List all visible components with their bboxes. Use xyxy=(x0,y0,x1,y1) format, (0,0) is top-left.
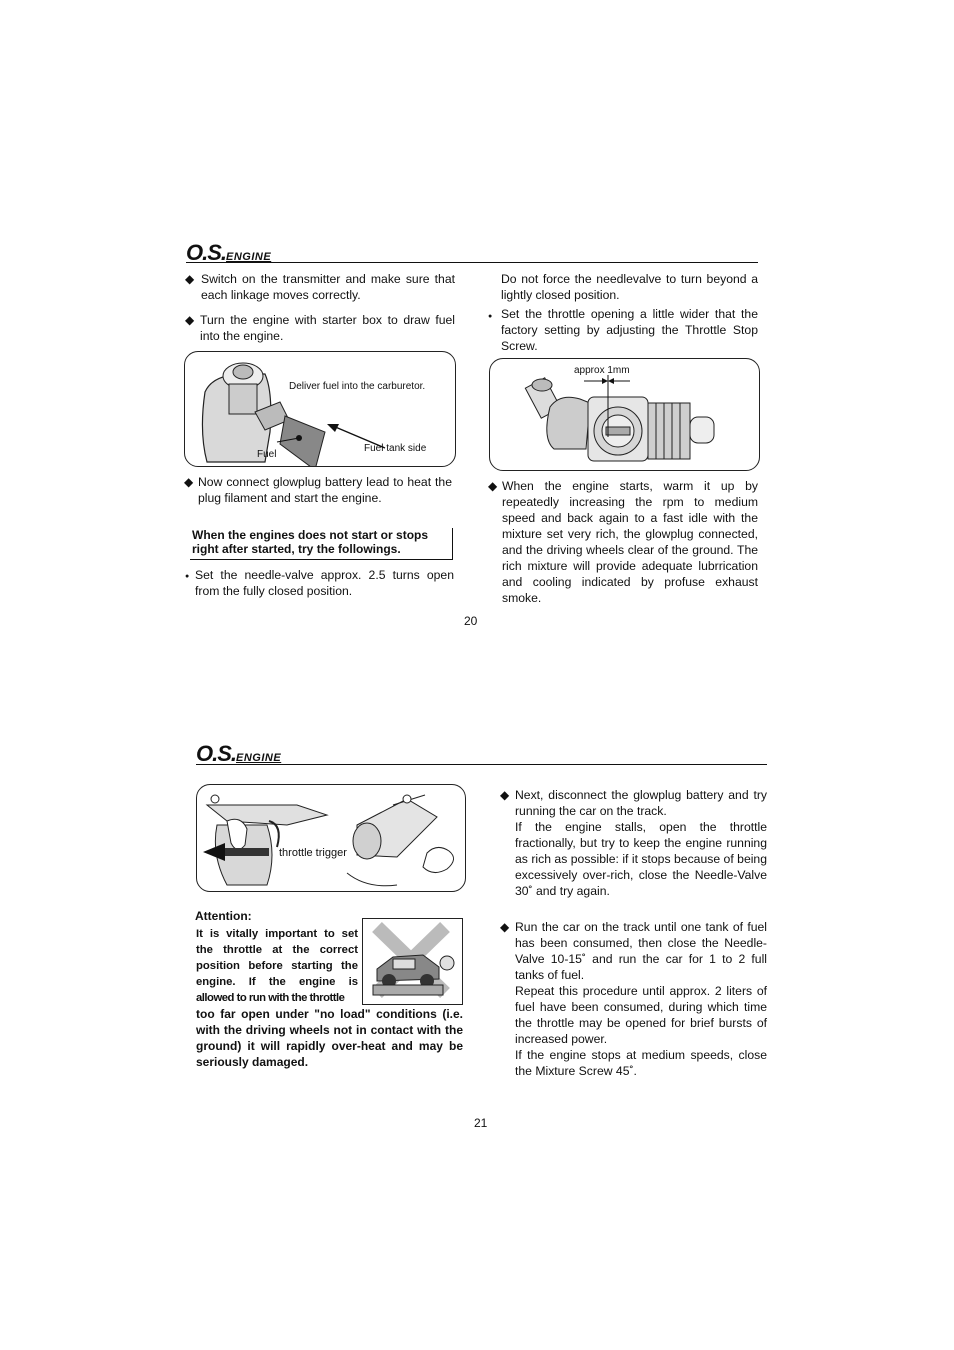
diamond-bullet-icon: ◆ xyxy=(185,313,195,327)
dot-bullet-icon: ● xyxy=(488,313,493,320)
attention-title: Attention: xyxy=(195,909,252,923)
header-rule xyxy=(196,764,767,765)
label-approx-1mm: approx 1mm xyxy=(574,365,630,376)
label-fuel: Fuel xyxy=(257,449,277,460)
no-load-warning-image xyxy=(362,918,463,1005)
diamond-bullet-icon: ◆ xyxy=(488,479,498,493)
instruction-run-car: Run the car on the track until one tank of fuel has been consumed, then close the Needle-Valve 10-15˚ and run the car for 1 to 2 full tanks of fuel. xyxy=(515,920,767,982)
diamond-bullet-icon: ◆ xyxy=(184,475,194,489)
label-deliver-fuel: Deliver fuel into the carburetor. xyxy=(289,381,426,392)
troubleshooting-heading: When the engines does not start or stops right after started, try the followings. xyxy=(192,528,429,556)
troubleshooting-box xyxy=(190,528,453,560)
instruction-throttle-stop: Set the throttle opening a little wider that the factory setting by adjusting the Throttle Stop Screw. xyxy=(501,307,758,353)
os-engine-logo: O.S.ENGINE xyxy=(196,741,282,766)
instruction-engine-stalls: If the engine stalls, open the throttle fractionally, but try to keep the engine running as rich as possible: if it stops because of being excessively over-rich, close the Needle-Valve 30˚ and try again. xyxy=(515,820,767,898)
instruction-repeat-procedure: Repeat this procedure until approx. 2 liters of fuel have been consumed, during which time the throttle may be opened for brief bursts of increased power. xyxy=(515,984,767,1046)
attention-line: It is vitally important to set xyxy=(196,928,358,940)
attention-line: position before starting the xyxy=(196,960,358,972)
instruction-disconnect-glowplug: Next, disconnect the glowplug battery and try running the car on the track. xyxy=(515,788,767,818)
attention-line: allowed to run with the throttle xyxy=(196,992,345,1004)
attention-line: the throttle at the correct xyxy=(196,944,358,956)
needle-valve-caution: Do not force the needlevalve to turn beyond a lightly closed position. xyxy=(501,272,758,302)
instruction-starter-box: Turn the engine with starter box to draw fuel into the engine. xyxy=(200,313,455,343)
transmitter-engine-illustration xyxy=(197,785,465,891)
attention-lines xyxy=(196,926,358,1006)
diamond-bullet-icon: ◆ xyxy=(500,920,510,934)
page-number-20: 20 xyxy=(464,614,478,628)
diamond-bullet-icon: ◆ xyxy=(185,272,195,286)
attention-continued: too far open under "no load" conditions (i.e. with the driving wheels not in contact with the ground) it will rapidly over-heat and may be seriously damaged. xyxy=(196,1007,463,1069)
instruction-mixture-screw: If the engine stops at medium speeds, close the Mixture Screw 45˚. xyxy=(515,1048,767,1078)
throttle-trigger-figure xyxy=(196,784,466,892)
instruction-switch-transmitter: Switch on the transmitter and make sure that each linkage moves correctly. xyxy=(201,272,455,302)
page-number-21: 21 xyxy=(474,1116,488,1130)
diamond-bullet-icon: ◆ xyxy=(500,788,510,802)
instruction-needle-valve: Set the needle-valve approx. 2.5 turns open from the fully closed position. xyxy=(195,568,454,598)
fuel-delivery-figure xyxy=(184,351,456,467)
label-fuel-tank-side: Fuel tank side xyxy=(364,443,427,454)
instruction-glowplug-heat: Now connect glowplug battery lead to heat the plug filament and start the engine. xyxy=(198,475,452,505)
os-engine-logo: O.S.ENGINE xyxy=(186,240,272,265)
dot-bullet-icon: ● xyxy=(185,573,190,580)
instruction-warm-up: When the engine starts, warm it up by repeatedly increasing the rpm to medium speed and back again to a fast idle with the mixture set very rich, the glowplug connected, and the driving wheels clear of the ground. The rich mixture will provide adequate lubrrication and cooling indicated by profuse exhaust smoke. xyxy=(502,479,758,605)
crossed-out-car-icon xyxy=(363,919,462,1004)
label-throttle-trigger: throttle trigger xyxy=(279,847,347,859)
throttle-opening-figure xyxy=(489,358,760,471)
header-rule xyxy=(186,262,758,263)
attention-line: engine. If the engine is xyxy=(196,976,358,988)
